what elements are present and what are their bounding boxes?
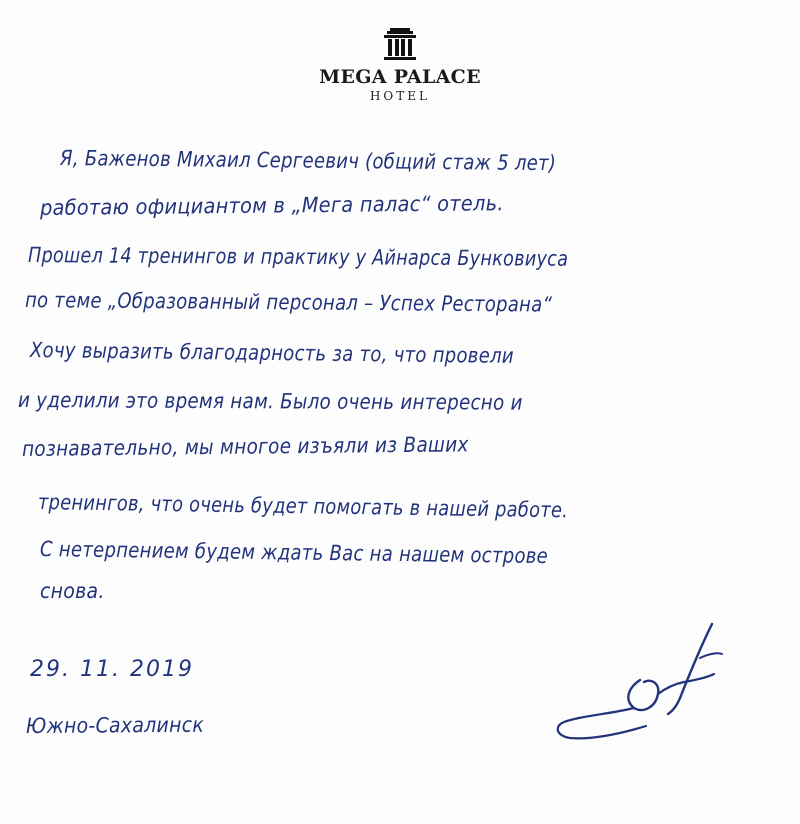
hotel-name: MEGA PALACE — [319, 66, 481, 88]
letter-line: познавательно, мы многое изъяли из Ваших — [21, 432, 469, 461]
letter-line: работаю официантом в „Мега палас“ отель. — [39, 191, 504, 220]
letter-date: 29. 11. 2019 — [30, 657, 194, 682]
letter-line: Хочу выразить благодарность за то, что провели — [29, 338, 514, 368]
letterhead — [300, 28, 500, 103]
letter-line: Я, Баженов Михаил Сергеевич (общий стаж 5 лет) — [59, 146, 557, 176]
hotel-subtitle: HOTEL — [369, 89, 431, 103]
letter-line: по теме „Образованный персонал – Успех Ресторана“ — [24, 288, 553, 317]
letter-line: С нетерпением будем ждать Вас на нашем острове — [39, 537, 549, 569]
letter-place: Южно-Сахалинск — [25, 712, 205, 738]
letter-line: тренингов, что очень будет помогать в нашей работе. — [37, 490, 569, 523]
handwritten-signature — [550, 618, 750, 748]
letter-line: Прошел 14 тренингов и практику у Айнарса Бунковиуса — [27, 243, 569, 271]
building-columns-icon — [381, 28, 419, 62]
letter-line: и уделили это время нам. Было очень интересно и — [17, 388, 523, 415]
letter-line: снова. — [40, 579, 105, 603]
